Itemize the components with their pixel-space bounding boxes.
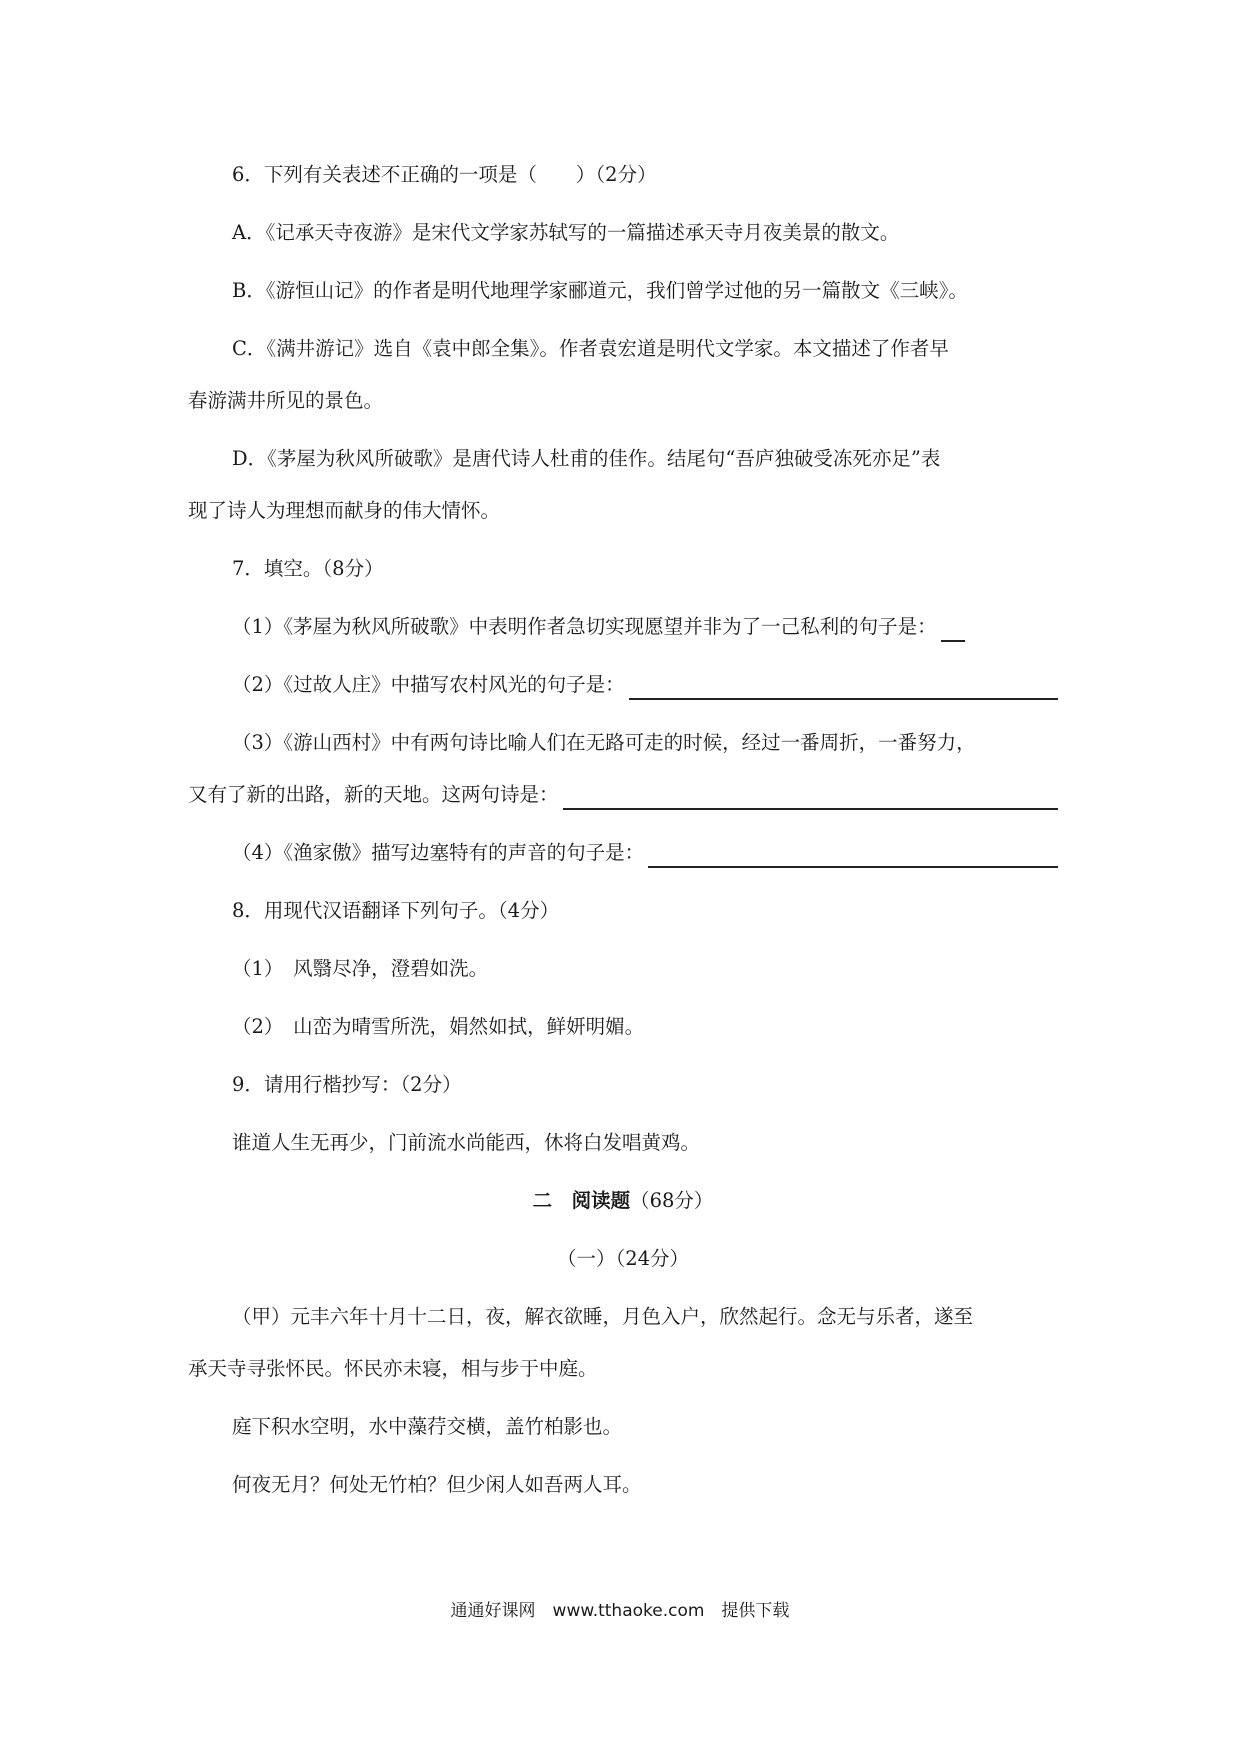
answer-blank[interactable] (941, 618, 965, 642)
q6-option-b: B．《游恒山记》的作者是明代地理学家郦道元，我们曾学过他的另一篇散文《三峡》。 (232, 279, 968, 302)
q7-item-4-text: （4）《渔家傲》描写边塞特有的声音的句子是： (232, 841, 645, 864)
q8-item-1: （1） 风翳尽净，澄碧如洗。 (232, 957, 489, 980)
section-score: （68分） (630, 1189, 714, 1212)
passage-paragraph-1 (188, 1302, 1058, 1384)
answer-blank[interactable] (629, 676, 1058, 700)
q6-stem: 6．下列有关表述不正确的一项是（ ）（2分） (232, 163, 657, 186)
q7-item-4 (188, 838, 1058, 868)
passage-paragraph-2: 庭下积水空明，水中藻荇交横，盖竹柏影也。 (232, 1415, 623, 1438)
q6-option-c-line1: C．《满井游记》选自《袁中郎全集》。作者袁宏道是明代文学家。本文描述了作者早 (232, 337, 949, 360)
q7-item-3-line2-text: 又有了新的出路，新的天地。这两句诗是： (188, 783, 559, 806)
subsection-title: （一）（24分） (556, 1247, 690, 1270)
q6-option-c (188, 334, 1058, 416)
document-body (188, 160, 1058, 1528)
q7-item-2 (188, 670, 1058, 700)
q9-text: 谁道人生无再少，门前流水尚能西，休将白发唱黄鸡。 (232, 1131, 701, 1154)
q9-stem: 9．请用行楷抄写：（2分） (232, 1073, 462, 1096)
q7-item-2-text: （2）《过故人庄》中描写农村风光的句子是： (232, 673, 625, 696)
q7-item-1-text: （1）《茅屋为秋风所破歌》中表明作者急切实现愿望并非为了一己私利的句子是： (232, 615, 937, 638)
passage-p1-line1: （甲）元丰六年十月十二日，夜，解衣欲睡，月色入户，欣然起行。念无与乐者，遂至 (232, 1305, 974, 1328)
answer-blank[interactable] (648, 844, 1058, 868)
q7-stem: 7．填空。（8分） (232, 557, 384, 580)
passage-p1-line2: 承天寺寻张怀民。怀民亦未寝，相与步于中庭。 (188, 1357, 598, 1380)
section-title-text: 二 阅读题 (532, 1189, 631, 1212)
q6-option-d-line2: 现了诗人为理想而献身的伟大情怀。 (188, 499, 501, 522)
section-title (188, 1186, 1058, 1216)
q7-item-3 (188, 728, 1058, 810)
q7-item-3-line1: （3）《游山西村》中有两句诗比喻人们在无路可走的时候，经过一番周折，一番努力， (232, 731, 976, 754)
q6-option-a: A．《记承天寺夜游》是宋代文学家苏轼写的一篇描述承天寺月夜美景的散文。 (232, 221, 900, 244)
q6-option-d-line1: D．《茅屋为秋风所破歌》是唐代诗人杜甫的佳作。结尾句“吾庐独破受冻死亦足”表 (232, 447, 941, 470)
q8-item-2: （2） 山峦为晴雪所洗，娟然如拭，鲜妍明媚。 (232, 1015, 645, 1038)
answer-blank[interactable] (563, 786, 1058, 810)
q6-option-c-line2: 春游满井所见的景色。 (188, 389, 384, 412)
q7-item-3-line2 (188, 780, 1058, 810)
page-footer: 通通好课网 www.tthaoke.com 提供下载 (450, 1601, 790, 1621)
q8-stem: 8．用现代汉语翻译下列句子。（4分） (232, 899, 560, 922)
q6-option-d (188, 444, 1058, 526)
passage-paragraph-3: 何夜无月？何处无竹柏？但少闲人如吾两人耳。 (232, 1473, 642, 1496)
q7-item-1 (188, 612, 1058, 642)
